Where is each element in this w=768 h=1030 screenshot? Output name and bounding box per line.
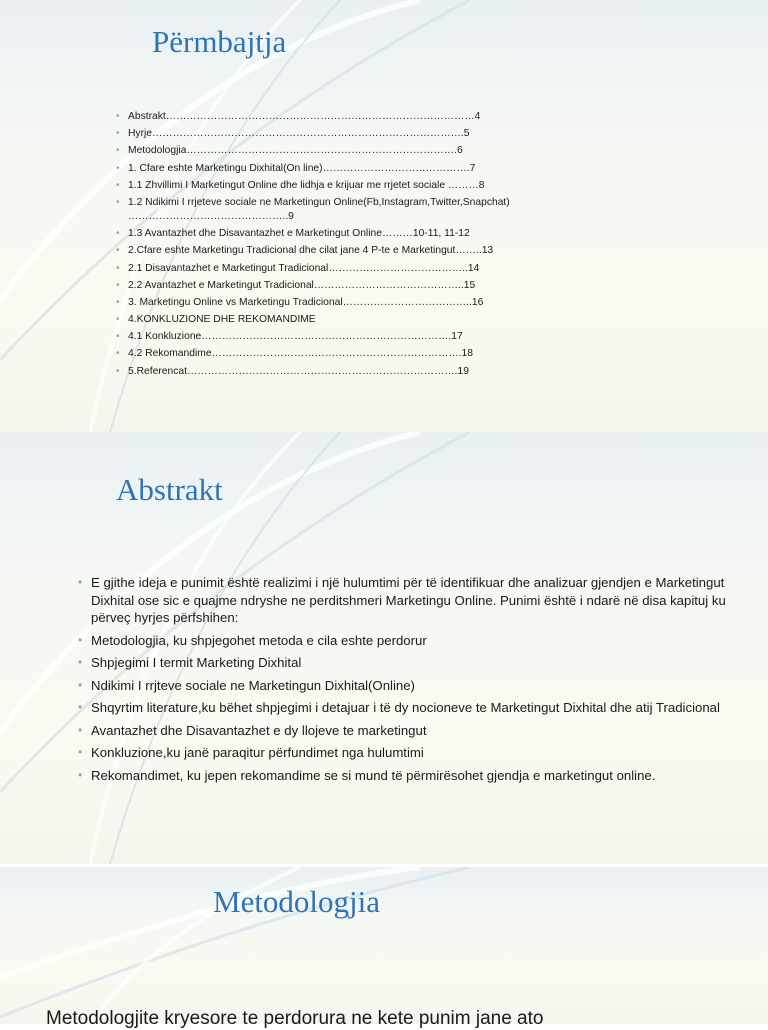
abstract-list bbox=[78, 574, 728, 789]
methodology-text: Metodologjite kryesore te perdorura ne kete punim jane ato bbox=[46, 1008, 544, 1029]
toc-item: • Abstrakt………………………………………………………………………………4 bbox=[116, 110, 756, 124]
toc-item: • 4.1 Konkluzione……………………………………………………………….17 bbox=[116, 330, 756, 344]
abstract-item: • Shqyrtim literature,ku bëhet shpjegimi i detajuar i të dy nocioneve te Marketingut Dixhital dhe atij Tradicional bbox=[78, 699, 728, 717]
toc-item: • 3. Marketingu Online vs Marketingu Tradicional………………………………..16 bbox=[116, 296, 756, 310]
abstract-item: • Shpjegimi I termit Marketing Dixhital bbox=[78, 654, 728, 672]
toc-item: • 1.3 Avantazhet dhe Disavantazhet e Marketingut Online………10-11, 11-12 bbox=[116, 227, 756, 241]
slide-title: Metodologjia bbox=[213, 884, 381, 919]
toc-item: • 2.Cfare eshte Marketingu Tradicional dhe cilat jane 4 P-te e Marketingut……..13 bbox=[116, 244, 756, 258]
abstract-item: • Metodologjia, ku shpjegohet metoda e cila eshte perdorur bbox=[78, 632, 728, 650]
abstract-item: • E gjithe ideja e punimit është realizimi i një hulumtimi për të identifikuar dhe analizuar gjendjen e Marketingut Dixhital ose sic e quajme ndryshe ne perditshmeri Marketingu Online. Punimi është i ndarë në disa kapituj ku përveç hyrjes përfshihen: bbox=[78, 574, 728, 627]
abstract-item: • Konkluzione,ku janë paraqitur përfundimet nga hulumtimi bbox=[78, 744, 728, 762]
toc-item: • 4.KONKLUZIONE DHE REKOMANDIME bbox=[116, 313, 756, 327]
toc-item: • 2.1 Disavantazhet e Marketingut Tradicional…………………………………..14 bbox=[116, 262, 756, 276]
toc-item: • 4.2 Rekomandime……………………………………………………………….18 bbox=[116, 347, 756, 361]
abstract-item: • Rekomandimet, ku jepen rekomandime se si mund të përmirësohet gjendja e marketingut online. bbox=[78, 767, 728, 785]
toc-item: • 1.1 Zhvillimi I Marketingut Online dhe lidhja e krijuar me rrjetet sociale ………8 bbox=[116, 179, 756, 193]
toc-item: • Hyrje……………………………………………………………………………….5 bbox=[116, 127, 756, 141]
toc-item: • 2.2 Avantazhet e Marketingut Tradicional……………………………………..15 bbox=[116, 279, 756, 293]
slide-background-swirl bbox=[0, 867, 768, 1024]
slide-methodology bbox=[0, 867, 768, 1024]
slide-title: Abstrakt bbox=[116, 472, 223, 507]
toc-item: • 5.Referencat…………………………………………………………………….19 bbox=[116, 365, 756, 379]
toc-item: • 1. Cfare eshte Marketingu Dixhital(On line)…………………………………….7 bbox=[116, 162, 756, 176]
table-of-contents bbox=[116, 110, 756, 382]
abstract-item: • Ndikimi I rrjteve sociale ne Marketingun Dixhital(Online) bbox=[78, 677, 728, 695]
toc-item: • 1.2 Ndikimi I rrjeteve sociale ne Marketingun Online(Fb,Instagram,Twitter,Snapchat) ………………………………………..9 bbox=[116, 196, 618, 224]
toc-item: • Metodologjia…………………………………………………………………….6 bbox=[116, 144, 756, 158]
abstract-item: • Avantazhet dhe Disavantazhet e dy llojeve te marketingut bbox=[78, 722, 728, 740]
slide-contents bbox=[0, 0, 768, 432]
slide-title: Përmbajtja bbox=[152, 24, 287, 59]
